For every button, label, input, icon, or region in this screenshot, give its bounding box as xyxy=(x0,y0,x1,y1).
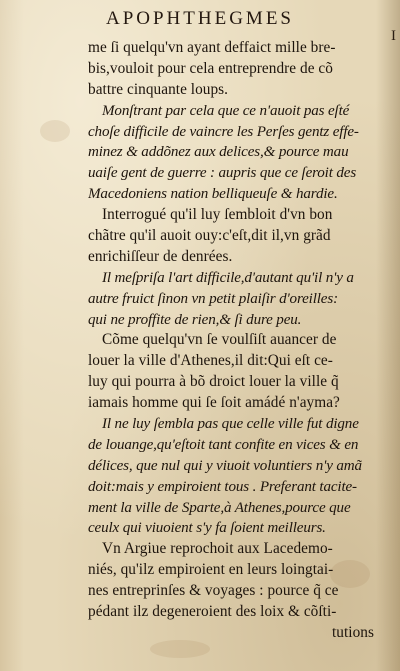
text-line: pédant ilz degeneroient des loix & cõſti- xyxy=(88,603,337,621)
text-line: choſe difficile de vaincre les Perſes gentz effe- xyxy=(88,123,359,140)
text-line: bis,vouloit pour cela entreprendre de cõ xyxy=(88,59,333,77)
text-line: ceulx qui viuoient s'y fa ſoient meilleurs. xyxy=(88,520,326,537)
text-line: chãtre qu'il auoit ouy:c'eſt,dit il,vn grãd xyxy=(88,227,331,245)
text-line: Cõme quelqu'vn ſe voulſiſt auancer de xyxy=(102,331,337,349)
text-line: Macedoniens nation belliqueuſe & hardie. xyxy=(88,186,338,203)
text-line: luy qui pourra à bõ droict louer la ville q̃ xyxy=(88,373,339,391)
text-line: enrichiſſeur de denrées. xyxy=(88,247,233,265)
text-line: uaiſe gent de guerre : aupris que ce ſeroit des xyxy=(88,165,357,182)
text-line: ment la ville de Sparte,à Athenes,pource que xyxy=(88,499,351,516)
text-line: louer la ville d'Athenes,il dit:Qui eſt ce- xyxy=(88,352,333,370)
text-line: délices, que nul qui y viuoit voluntiers n'y amã xyxy=(88,457,362,474)
text-line: me ſi quelqu'vn ayant deffaict mille bre- xyxy=(88,39,336,56)
text-line: tutions xyxy=(332,623,374,641)
text-line: Il meſpriſa l'art difficile,d'autant qu'il n'y a xyxy=(102,269,354,286)
text-line: iamais homme qui ſe ſoit amádé n'ayma? xyxy=(88,394,340,412)
text-line: nes entreprinſes & voyages : pource q̃ ce xyxy=(88,582,339,600)
text-line: qui ne proffite de rien,& ſi dure peu. xyxy=(88,311,302,328)
text-line: Il ne luy ſembla pas que celle ville fut digne xyxy=(102,416,359,433)
running-head: APOPHTHEGMES xyxy=(105,8,295,29)
margin-mark: I xyxy=(391,28,396,44)
paper-stain xyxy=(40,120,70,142)
text-line: Monſtrant par cela que ce n'auoit pas eſté xyxy=(102,102,350,119)
text-line: minez & addõnez aux delices,& pource mau xyxy=(88,144,349,161)
body-text xyxy=(88,38,388,644)
text-line: niés, qu'ilz empiroient en leurs loingtai- xyxy=(88,561,334,579)
text-line: de louange,qu'eſtoit tant confite en vices & en xyxy=(88,436,359,453)
text-line: Interrogué qu'il luy ſembloit d'vn bon xyxy=(102,206,333,224)
text-line: autre fruict ſinon vn petit plaiſir d'oreilles: xyxy=(88,290,338,307)
text-line: battre cinquante loups. xyxy=(88,80,229,98)
text-line: Vn Argiue reprochoit aux Lacedemo- xyxy=(102,540,333,558)
text-line: doit:mais y empiroient tous . Preferant tacite- xyxy=(88,478,357,495)
